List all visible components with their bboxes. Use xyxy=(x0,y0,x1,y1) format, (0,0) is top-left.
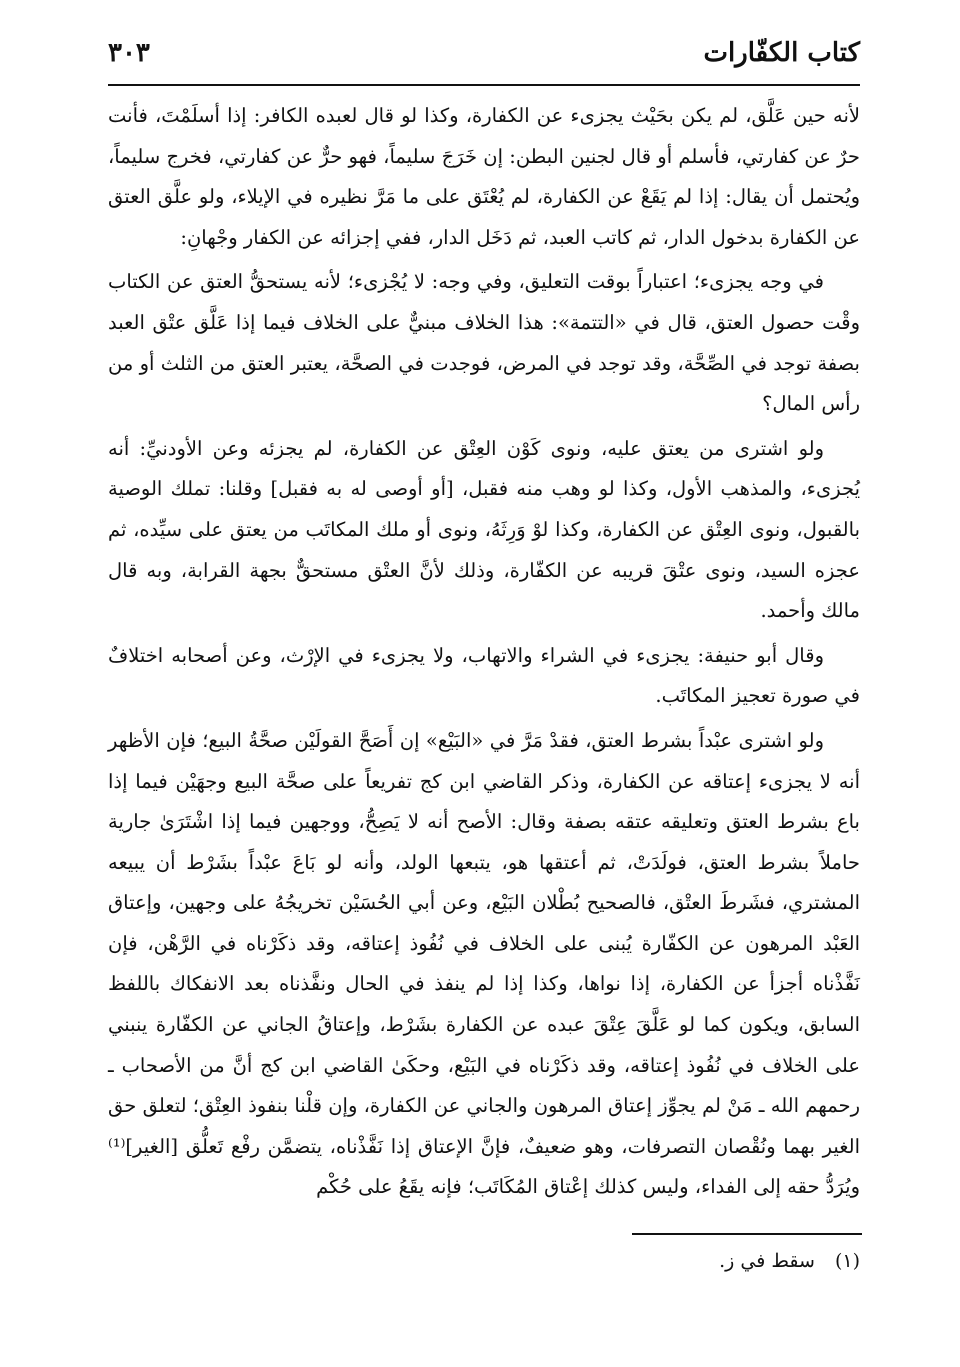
chapter-title: كتاب الكفّارات xyxy=(703,38,860,68)
footnote xyxy=(719,1246,860,1276)
page-number: ٣٠٣ xyxy=(108,38,150,68)
paragraph: في وجه يجزىء؛ اعتباراً بوقت التعليق، وفي وجه: لا يُجْزىء؛ لأنه يستحقُّ العتق عن الكتاب وقْت حصول العتق، قال في «التتمة»: هذا الخلاف مبنيٌّ على الخلاف فيما إذا عَلَّق عتْق العبد بصفة توجد في الصِّحَّة، وقد توجد في المرض، فوجدت في الصحَّة، يعتبر العتق من الثلث أو من رأس المال؟ xyxy=(108,270,860,416)
main-text xyxy=(108,96,860,1212)
footnote-text: سقط في ز. xyxy=(719,1250,815,1272)
footnote-marker: (١) xyxy=(834,1250,860,1272)
paragraph: لأنه حين عَلَّق، لم يكن بحَيْث يجزىء عن الكفارة، وكذا لو قال لعبده الكافر: إذا أسلَمْتَ، فأنت حرٌ عن كفارتي، فأسلم أو قال لجنين البطن: إن خَرَجَ سليماً، فهو حرٌّ عن كفارتي، فخرج سليماً، ويُحتمل أن يقال: إذا لم يَقَعْ عن الكفارة، لم يُعْتَق على ما مَرَّ نظيره في الإيلاء، ولو علَّق العتق عن الكفارة بدخول الدار، ثم كاتب العبد، ثم دَخَل الدار، ففي إجزائه عن الكفار وجْهانِ: xyxy=(108,104,860,249)
paragraph: ولو اشترى عبْداً بشرط العتق، فقدْ مَرَّ في «البَيْع» إن أَصَحَّ القولَيْن صحَّةُ البيع؛ فإن الأظهر أنه لا يجزىء إعتاقه عن الكفارة، وذكر القاضي ابن كج تفريعاً على صحَّة البيع وجهَيْن فيما إذا باع بشرط العتق وتعليقه عتقه بصفة وقال: الأصح أنه لا يَصِحُّ، ووجهين فيما إذا اشْتَرَىٰ جارية حاملاً بشرط العتق، فولَدَتْ، ثم أعتقها هو، يتبعها الولد، وأنه لو بَاعَ عبْداً بشَرْط أن يبيعه المشتري، فشَرطَ العتْق، فالصحيح بُطْلان البَيْع، وعن أبي الحُسَيْن تخريجُهُ على وجهين، وإعتاق العَبْد المرهون عن الكفّارة يُبنى على الخلاف في نُفُوذ إعتاقه، وقد ذكَرْناه في الرَّهْن، فإن نَفَّذْناه أجزأ عن الكفارة، إذا نواها، وكذا إذا لم ينفذ في الحال ونفَّذناه بعد الانفكاك باللفظ السابق، ويكون كما لو عَلَّقَ عِتْقَ عبده عن الكفارة بشَرْط، وإعتاقُ الجاني عن الكفّارة ينبني على الخلاف في نُفُوذ إعتاقه، وقد ذكَرْناه في البَيْع، وحكَىٰ القاضي ابن كج أنَّ من الأصحاب ـ رحمهم الله ـ مَنْ لم يجوِّز إعتاق المرهون والجاني عن الكفارة، وإن قلْنا بنفوذ العِتْق؛ لتعلق حق الغير بهما ونُقْصان التصرفات، وهو ضعيفٌ، فإنَّ الإعتاق إذا نَفَّذْناه، يتضمَّن رفْع تَعلُّق [الغير]⁽¹⁾ ويُرَدُّ حقه إلى الفداء، وليس كذلك إعْتاق المُكَاتَب؛ فإنه يقَعُ على حُكْم xyxy=(108,728,860,1199)
footnote-divider xyxy=(632,1233,862,1235)
running-header xyxy=(108,34,860,86)
paragraph: ولو اشترى من يعتق عليه، ونوى كَوْن العِتْق عن الكفارة، لم يجزئه وعن الأودنيِّ: أنه يُجزىء، والمذهب الأول، وكذا لو وهب منه فقبل، [أو أوصى له به فقبل] وقلنا: تملك الوصية بالقبول، ونوى العِتْق عن الكفارة، وكذا لوْ وَرِثَهُ، ونوى أو ملك المكاتَب من يعتق على سيِّده، ثم عجزه السيد، ونوى عتْقَ قريبه عن الكفّارة، وذلك لأنَّ العتْق مستحقٌّ بجهة القرابة، وبه قال مالك وأحمد. xyxy=(108,436,860,623)
paragraph: وقال أبو حنيفة: يجزىء في الشراء والاتهاب، ولا يجزىء في الإرْث، وعن أصحابه اختلافٌ في صورة تعجيز المكاتَب. xyxy=(108,643,860,708)
